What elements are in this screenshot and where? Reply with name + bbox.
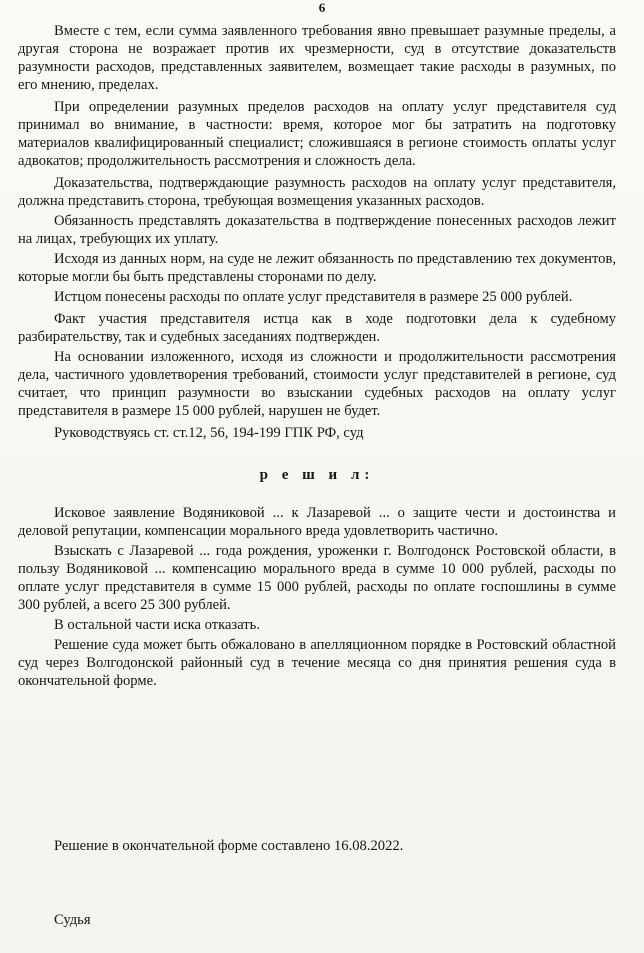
paragraph-criteria: При определении разумных пределов расходов на оплату услуг представителя суд принимал во внимание, в частности: время, которое мог бы затратить на подготовку материалов квалифицированный специалист; сложившаяся в регионе стоимость оплаты услуг адвокатов; продолжительность рассмотрения и сложность дела. xyxy=(18,99,616,169)
paragraph-participation: Факт участия представителя истца как в ходе подготовки дела к судебному разбирательству, так и судебных заседаниях подтвержден. xyxy=(18,311,616,345)
paragraph-expenses: Истцом понесены расходы по оплате услуг представителя в размере 25 000 рублей. xyxy=(54,289,573,305)
decision-heading: р е ш и л: xyxy=(259,467,375,483)
paragraph-evidence: Доказательства, подтверждающие разумность расходов на оплату услуг представителя, должна представить сторона, требующая возмещения указанных расходов. xyxy=(18,175,616,209)
paragraph-deny: В остальной части иска отказать. xyxy=(54,617,260,633)
paragraph-claim: Исковое заявление Водяниковой ... к Лазаревой ... о защите чести и достоинства и деловой репутации, компенсации морального вреда удовлетворить частично. xyxy=(18,505,616,539)
paragraph-duty: Обязанность представлять доказательства в подтверждение понесенных расходов лежит на лицах, требующих их уплату. xyxy=(18,213,616,247)
paragraph-appeal: Решение суда может быть обжаловано в апелляционном порядке в Ростовский областной суд через Волгодонской районный суд в течение месяца со дня принятия решения суда в окончательной форме. xyxy=(18,637,616,689)
paragraph-recover: Взыскать с Лазаревой ... года рождения, уроженки г. Волгодонск Ростовской области, в пользу Водяниковой ... компенсацию морального вреда в сумме 10 000 рублей, расходы по оплате услуг представителя в сумме 15 000 рублей, расходы по оплате госпошлины в сумме 300 рублей, а всего 25 300 рублей. xyxy=(18,543,616,613)
paragraph-guided-by: Руководствуясь ст. ст.12, 56, 194-199 ГПК РФ, суд xyxy=(54,425,364,441)
page-number: 6 xyxy=(318,0,326,15)
final-form-date: Решение в окончательной форме составлено 16.08.2022. xyxy=(54,838,404,854)
paragraph-reasonable-limits: Вместе с тем, если сумма заявленного требования явно превышает разумные пределы, а другая сторона не возражает против их чрезмерности, суд в отсутствие доказательств разумности расходов, представленных заявителем, возмещает такие расходы в разумных, по его мнению, пределах. xyxy=(18,23,616,93)
judge-signature-label: Судья xyxy=(54,912,91,928)
document-body xyxy=(18,22,616,690)
paragraph-norms: Исходя из данных норм, на суде не лежит обязанность по представлению тех документов, которые могли бы быть представлены сторонами по делу. xyxy=(18,251,616,285)
paragraph-conclusion: На основании изложенного, исходя из сложности и продолжительности рассмотрения дела, частичного удовлетворения требований, стоимости услуг представителей в регионе, суд считает, что принцип разумности во взыскании судебных расходов на оплату услуг представителя в размере 15 000 рублей, нарушен не будет. xyxy=(18,349,616,419)
